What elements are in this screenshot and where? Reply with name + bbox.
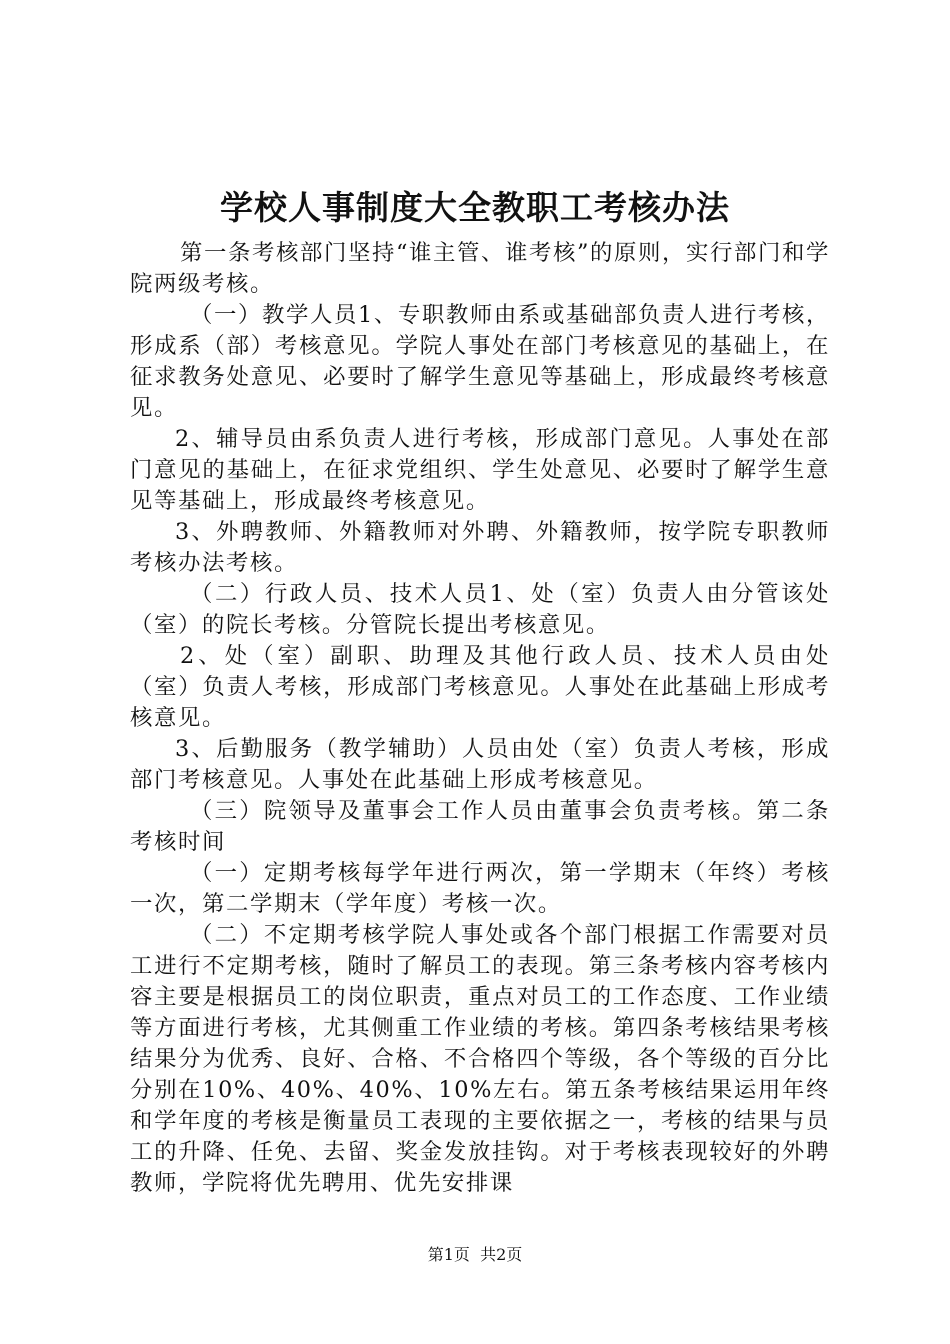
paragraph: （二）行政人员、技术人员1、处（室）负责人由分管该处（室）的院长考核。分管院长提出考核意见。 (130, 581, 830, 638)
page-title: 学校人事制度大全教职工考核办法 (220, 188, 730, 227)
paragraph: （二）不定期考核学院人事处或各个部门根据工作需要对员工进行不定期考核，随时了解员工的表现。第三条考核内容考核内容主要是根据员工的岗位职责，重点对员工的工作态度、工作业绩等方面进行考核，尤其侧重工作业绩的考核。第四条考核结果考核结果分为优秀、良好、合格、不合格四个等级，各个等级的百分比分别在10%、40%、40%、10%左右。第五条考核结果运用年终和学年度的考核是衡量员工表现的主要依据之一，考核的结果与员工的升降、任免、去留、奖金发放挂钩。对于考核表现较好的外聘教师，学院将优先聘用、优先安排课 (130, 922, 830, 1196)
paragraph: 2、处（室）副职、助理及其他行政人员、技术人员由处（室）负责人考核，形成部门考核意见。人事处在此基础上形成考核意见。 (130, 643, 830, 731)
paragraph: 3、后勤服务（教学辅助）人员由处（室）负责人考核，形成部门考核意见。人事处在此基础上形成考核意见。 (130, 736, 830, 793)
paragraph: （一）定期考核每学年进行两次，第一学期末（年终）考核一次，第二学期末（学年度）考核一次。 (130, 860, 830, 917)
paragraph: 2、辅导员由系负责人进行考核，形成部门意见。人事处在部门意见的基础上，在征求党组织、学生处意见、必要时了解学生意见等基础上，形成最终考核意见。 (130, 426, 830, 514)
document-body (130, 238, 830, 1199)
paragraph: 第一条考核部门坚持“谁主管、谁考核”的原则，实行部门和学院两级考核。 (130, 240, 830, 297)
paragraph: （三）院领导及董事会工作人员由董事会负责考核。第二条考核时间 (130, 798, 830, 855)
paragraph: 3、外聘教师、外籍教师对外聘、外籍教师，按学院专职教师考核办法考核。 (130, 519, 830, 576)
paragraph: （一）教学人员1、专职教师由系或基础部负责人进行考核，形成系（部）考核意见。学院人事处在部门考核意见的基础上，在征求教务处意见、必要时了解学生意见等基础上，形成最终考核意见。 (130, 302, 830, 421)
page-footer: 第1页 共2页 (427, 1245, 523, 1264)
